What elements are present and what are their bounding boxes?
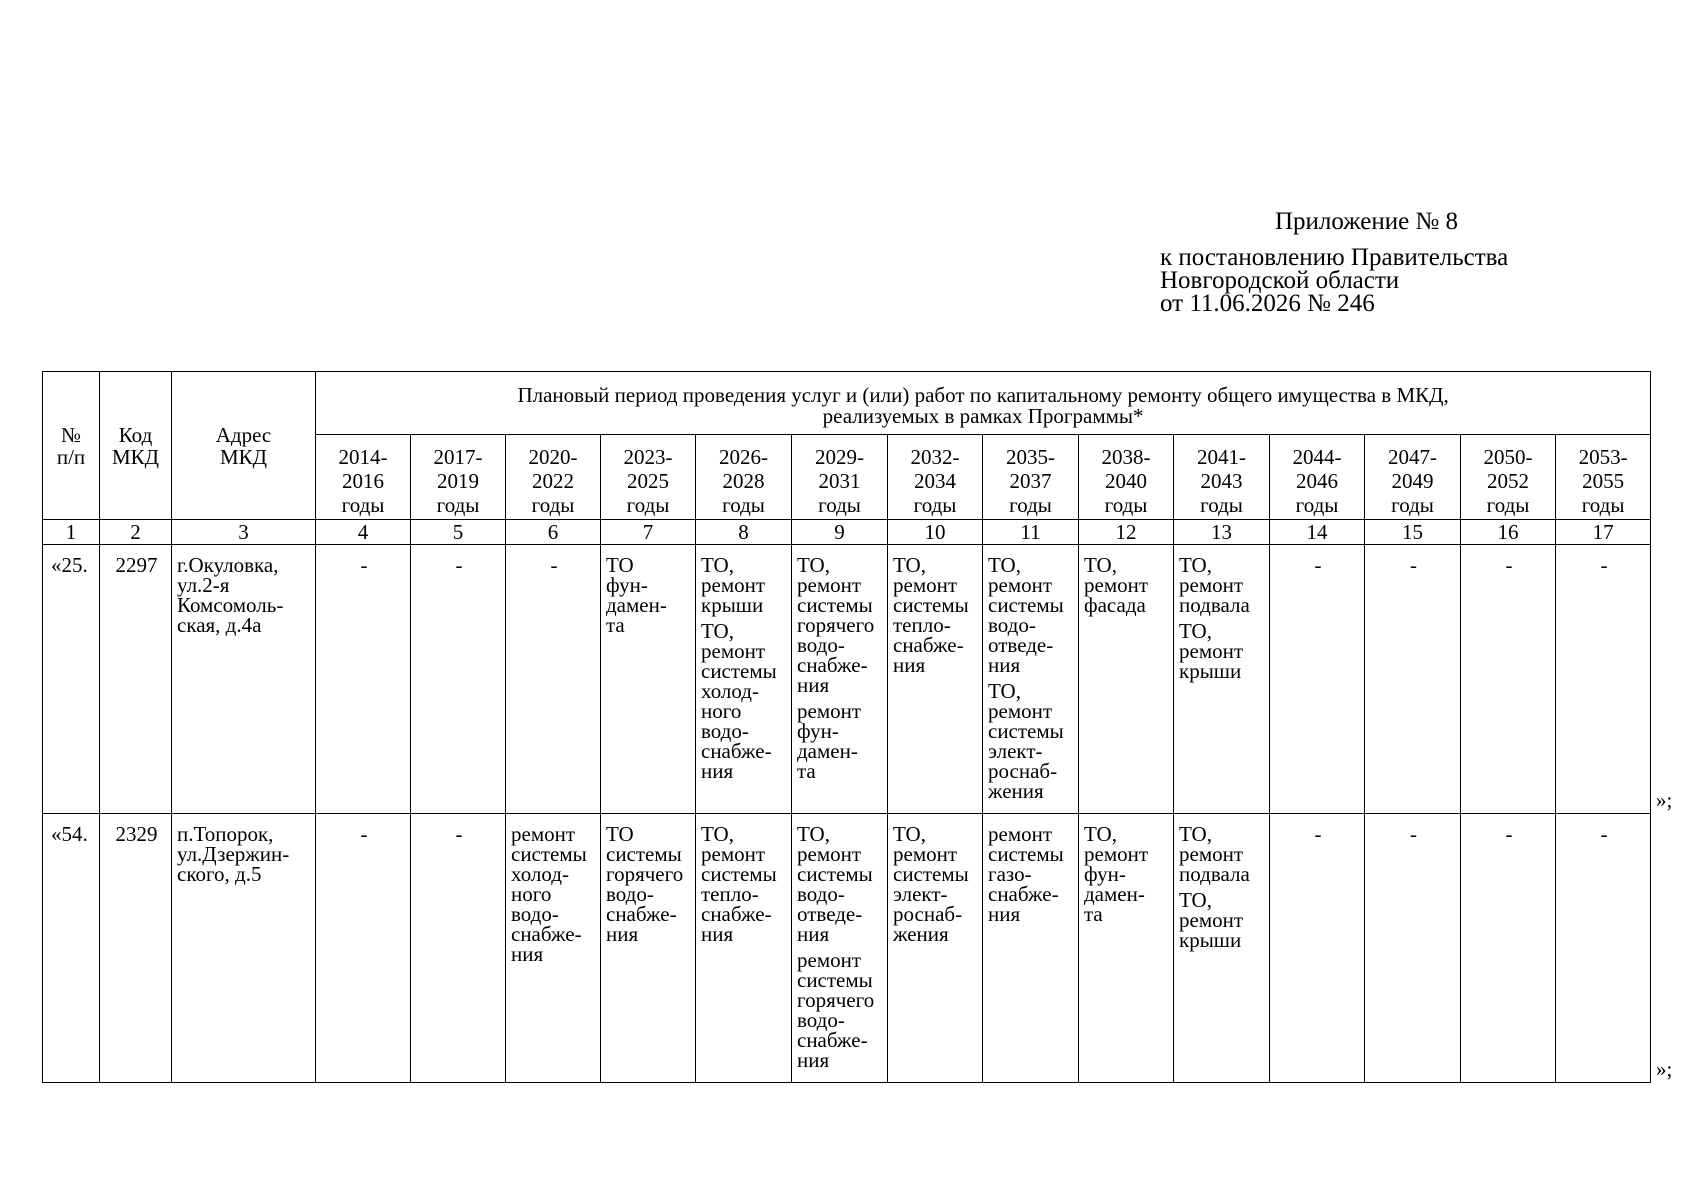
column-number: 14: [1270, 520, 1365, 545]
work-item: ТО, ремонт системы водо- отведе- ния: [797, 822, 873, 946]
appendix-line-3: от 11.06.2026 № 246: [1160, 290, 1375, 317]
header-year-period: 2014- 2016 годы: [316, 435, 411, 520]
header-year-period: 2041- 2043 годы: [1174, 435, 1270, 520]
period-cell: [316, 545, 411, 814]
appendix-title: Приложение № 8: [1275, 208, 1459, 235]
period-cell: [506, 545, 601, 814]
period-cell: [1461, 545, 1556, 814]
appendix-line-1: к постановлению Правительства: [1160, 244, 1509, 271]
period-cell: [1270, 814, 1365, 1083]
column-number: 1: [43, 520, 100, 545]
column-number: 7: [601, 520, 696, 545]
header-year-period: 2044- 2046 годы: [1270, 435, 1365, 520]
column-numbers-row: [43, 520, 1651, 545]
building-address: г.Окуловка, ул.2-я Комсомоль- ская, д.4а: [172, 545, 316, 814]
header-year-period: 2035- 2037 годы: [983, 435, 1079, 520]
work-item: ремонт системы газо- снабже- ния: [988, 822, 1064, 926]
work-item: ремонт системы холод- ного водо- снабже- ния: [511, 822, 587, 966]
header-number: № п/п: [43, 372, 100, 520]
period-cell: [888, 545, 983, 814]
column-number: 5: [411, 520, 506, 545]
row-end-mark: »;: [1656, 1056, 1673, 1081]
appendix-line-2: Новгородской области: [1160, 267, 1400, 294]
period-cell: [1365, 545, 1461, 814]
work-item: -: [1600, 822, 1608, 846]
column-number: 11: [983, 520, 1079, 545]
period-cell: [696, 814, 792, 1083]
capital-repair-plan-table: [42, 371, 1651, 1083]
work-item: -: [550, 553, 558, 577]
work-item: -: [1505, 822, 1513, 846]
period-cell: [1461, 814, 1556, 1083]
header-code: Код МКД: [100, 372, 172, 520]
work-item: ТО, ремонт крыши: [1179, 888, 1244, 952]
work-item: ТО, ремонт системы тепло- снабже- ния: [893, 553, 969, 677]
work-item: ТО, ремонт крыши: [701, 553, 766, 617]
work-item: ТО, ремонт подвала: [1179, 553, 1250, 617]
work-item: -: [1410, 553, 1417, 577]
work-item: ТО системы горячего водо- снабже- ния: [606, 822, 684, 946]
column-number: 9: [792, 520, 888, 545]
column-number: 17: [1556, 520, 1651, 545]
period-cell: [411, 814, 506, 1083]
period-cell: [1365, 814, 1461, 1083]
work-item: -: [360, 553, 368, 577]
work-item: ТО фун- дамен- та: [606, 553, 667, 637]
column-number: 8: [696, 520, 792, 545]
header-year-period: 2053- 2055 годы: [1556, 435, 1651, 520]
work-item: ТО, ремонт системы тепло- снабже- ния: [701, 822, 777, 946]
table-row: [43, 814, 1651, 1083]
row-number: «54.: [43, 814, 100, 1083]
table-row: [43, 545, 1651, 814]
period-cell: [792, 545, 888, 814]
work-item: -: [1505, 553, 1513, 577]
column-number: 10: [888, 520, 983, 545]
header-year-period: 2020- 2022 годы: [506, 435, 601, 520]
period-cell: [1270, 545, 1365, 814]
period-cell: [1556, 814, 1651, 1083]
period-cell: [1556, 545, 1651, 814]
period-cell: [1079, 545, 1174, 814]
row-number: «25.: [43, 545, 100, 814]
work-item: ТО, ремонт системы элект- роснаб- жения: [988, 679, 1064, 803]
header-year-period: 2032- 2034 годы: [888, 435, 983, 520]
column-number: 15: [1365, 520, 1461, 545]
period-cell: [601, 814, 696, 1083]
work-item: ТО, ремонт системы водо- отведе- ния: [988, 553, 1064, 677]
header-year-period: 2026- 2028 годы: [696, 435, 792, 520]
column-number: 13: [1174, 520, 1270, 545]
period-cell: [1174, 545, 1270, 814]
period-cell: [316, 814, 411, 1083]
work-item: ТО, ремонт системы горячего водо- снабже- ния: [797, 553, 875, 697]
work-item: -: [455, 822, 463, 846]
work-item: ремонт системы горячего водо- снабже- ния: [797, 948, 875, 1072]
work-item: ТО, ремонт системы холод- ного водо- снабже- ния: [701, 619, 777, 783]
building-address: п.Топорок, ул.Дзержин- ского, д.5: [172, 814, 316, 1083]
header-planned-period: Плановый период проведения услуг и (или) работ по капитальному ремонту общего имущества в МКД, реализуемых в рамках Программы*: [316, 372, 1651, 435]
work-item: -: [1314, 553, 1322, 577]
work-item: -: [455, 553, 463, 577]
header-year-period: 2017- 2019 годы: [411, 435, 506, 520]
header-year-period: 2050- 2052 годы: [1461, 435, 1556, 520]
period-cell: [696, 545, 792, 814]
column-number: 2: [100, 520, 172, 545]
header-year-period: 2047- 2049 годы: [1365, 435, 1461, 520]
period-cell: [888, 814, 983, 1083]
work-item: -: [1600, 553, 1608, 577]
row-end-mark: »;: [1656, 787, 1673, 812]
header-year-period: 2038- 2040 годы: [1079, 435, 1174, 520]
column-number: 4: [316, 520, 411, 545]
column-number: 12: [1079, 520, 1174, 545]
column-number: 16: [1461, 520, 1556, 545]
period-cell: [1079, 814, 1174, 1083]
work-item: -: [360, 822, 368, 846]
work-item: -: [1410, 822, 1417, 846]
column-number: 3: [172, 520, 316, 545]
building-code: 2297: [100, 545, 172, 814]
column-number: 6: [506, 520, 601, 545]
header-year-period: 2023- 2025 годы: [601, 435, 696, 520]
header-address: Адрес МКД: [172, 372, 316, 520]
period-cell: [983, 545, 1079, 814]
period-cell: [1174, 814, 1270, 1083]
work-item: ТО, ремонт крыши: [1179, 619, 1244, 683]
period-cell: [506, 814, 601, 1083]
work-item: ТО, ремонт подвала: [1179, 822, 1250, 886]
work-item: ТО, ремонт системы элект- роснаб- жения: [893, 822, 969, 946]
work-item: ТО, ремонт фун- дамен- та: [1084, 822, 1149, 926]
work-item: ремонт фун- дамен- та: [797, 699, 862, 783]
period-cell: [983, 814, 1079, 1083]
appendix-reference: [1160, 246, 1508, 315]
building-code: 2329: [100, 814, 172, 1083]
period-cell: [411, 545, 506, 814]
period-cell: [601, 545, 696, 814]
header-year-period: 2029- 2031 годы: [792, 435, 888, 520]
work-item: ТО, ремонт фасада: [1084, 553, 1149, 617]
period-cell: [792, 814, 888, 1083]
work-item: -: [1314, 822, 1322, 846]
